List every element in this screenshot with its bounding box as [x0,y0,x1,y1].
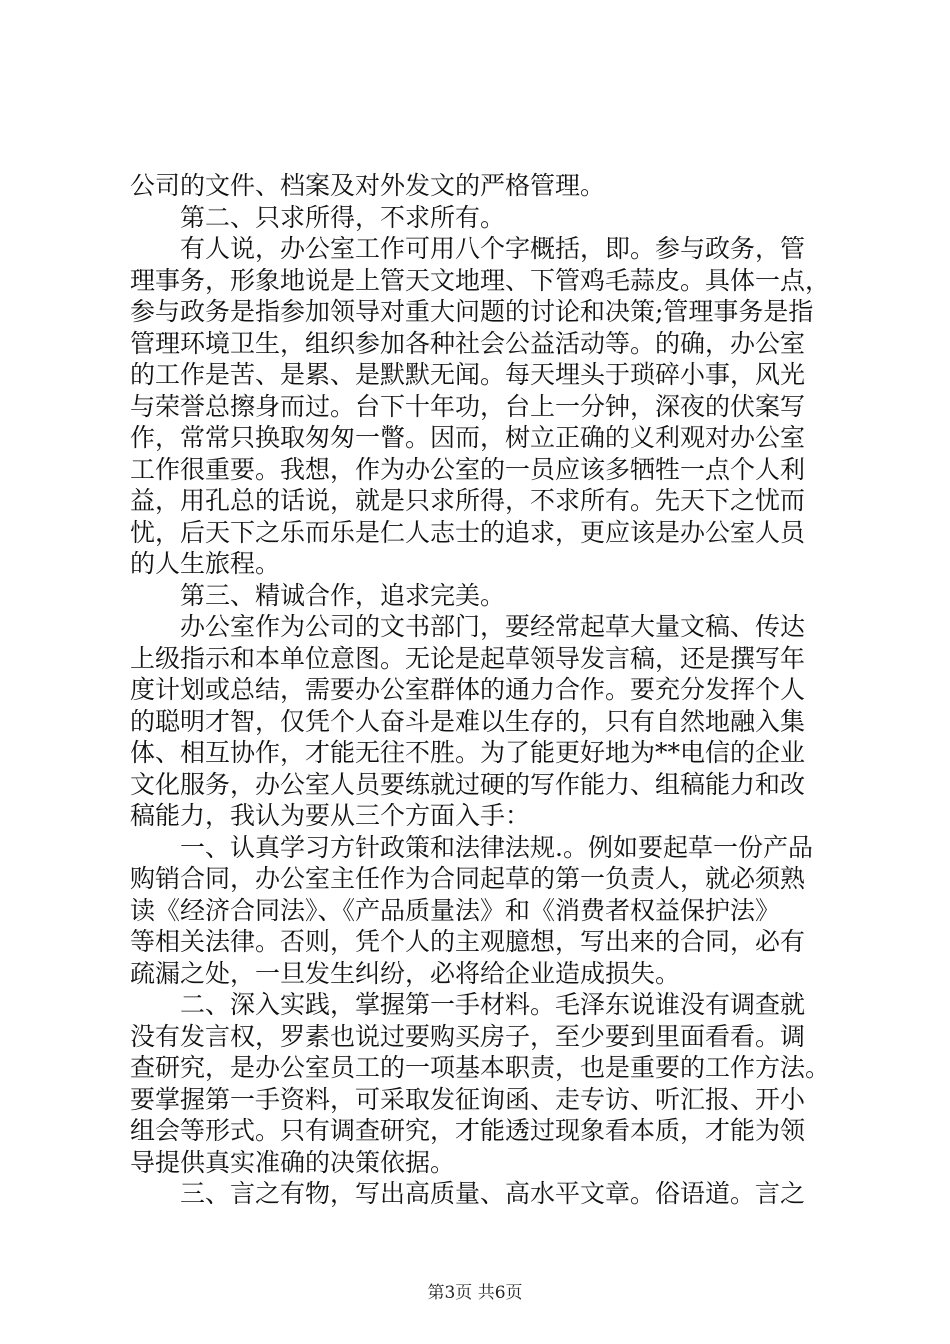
text-line: 读《经济合同法》、《产品质量法》和《消费者权益保护法》 [130,895,781,925]
text-line: 导提供真实准确的决策依据。 [130,1147,456,1177]
text-line: 作，常常只换取匆匆一瞥。因而，树立正确的义利观对办公室 [130,423,806,452]
text-line: 与荣誉总擦身而过。台下十年功，台上一分钟，深夜的伏案写 [130,391,806,421]
text-line: 疏漏之处，一旦发生纠纷，必将给企业造成损失。 [130,958,681,988]
text-line: 组会等形式。只有调查研究，才能透过现象看本质，才能为领 [130,1116,806,1145]
text-line: 忧，后天下之乐而乐是仁人志士的追求，更应该是办公室人员 [130,517,806,547]
page-footer: 第3页 共6页 [427,1283,523,1303]
document-body [130,170,850,1210]
text-line: 第三、精诚合作，追求完美。 [130,580,506,610]
text-line: 体、相互协作，才能无往不胜。为了能更好地为**电信的企业 [130,738,806,767]
text-line: 公司的文件、档案及对外发文的严格管理。 [130,171,606,200]
text-line: 查研究，是办公室员工的一项基本职责，也是重要的工作方法。 [130,1053,831,1082]
text-line: 的工作是苦、是累、是默默无闻。每天埋头于琐碎小事，风光 [130,360,806,389]
text-line: 没有发言权，罗素也说过要购买房子，至少要到里面看看。调 [130,1021,806,1051]
text-line: 文化服务，办公室人员要练就过硬的写作能力、组稿能力和改 [130,769,806,799]
text-line: 要掌握第一手资料，可采取发征询函、走专访、听汇报、开小 [130,1084,806,1114]
text-line: 稿能力，我认为要从三个方面入手： [130,801,531,830]
text-line: 参与政务是指参加领导对重大问题的讨论和决策;管理事务是指 [130,297,814,326]
text-line: 三、言之有物，写出高质量、高水平文章。俗语道。言之 [130,1179,806,1208]
text-line: 第二、只求所得，不求所有。 [130,202,506,232]
text-line: 等相关法律。否则，凭个人的主观臆想，写出来的合同，必有 [130,927,806,956]
text-line: 购销合同，办公室主任作为合同起草的第一负责人，就必须熟 [130,864,806,893]
text-line: 的人生旅程。 [130,549,281,578]
text-line: 理事务，形象地说是上管天文地理、下管鸡毛蒜皮。具体一点， [130,265,831,295]
text-line: 二、深入实践，掌握第一手材料。毛泽东说谁没有调查就 [130,990,806,1019]
text-line: 益，用孔总的话说，就是只求所得，不求所有。先天下之忧而 [130,486,806,515]
text-line: 管理环境卫生，组织参加各种社会公益活动等。的确，办公室 [130,328,806,358]
text-line: 办公室作为公司的文书部门，要经常起草大量文稿、传达 [130,612,806,641]
text-line: 上级指示和本单位意图。无论是起草领导发言稿，还是撰写年 [130,643,806,673]
text-line: 有人说，办公室工作可用八个字概括，即。参与政务，管 [130,234,806,263]
text-line: 的聪明才智，仅凭个人奋斗是难以生存的，只有自然地融入集 [130,706,806,736]
text-line: 一、认真学习方针政策和法律法规.。例如要起草一份产品 [130,832,813,862]
text-line: 工作很重要。我想，作为办公室的一员应该多牺牲一点个人利 [130,454,806,484]
text-line: 度计划或总结，需要办公室群体的通力合作。要充分发挥个人 [130,675,806,704]
